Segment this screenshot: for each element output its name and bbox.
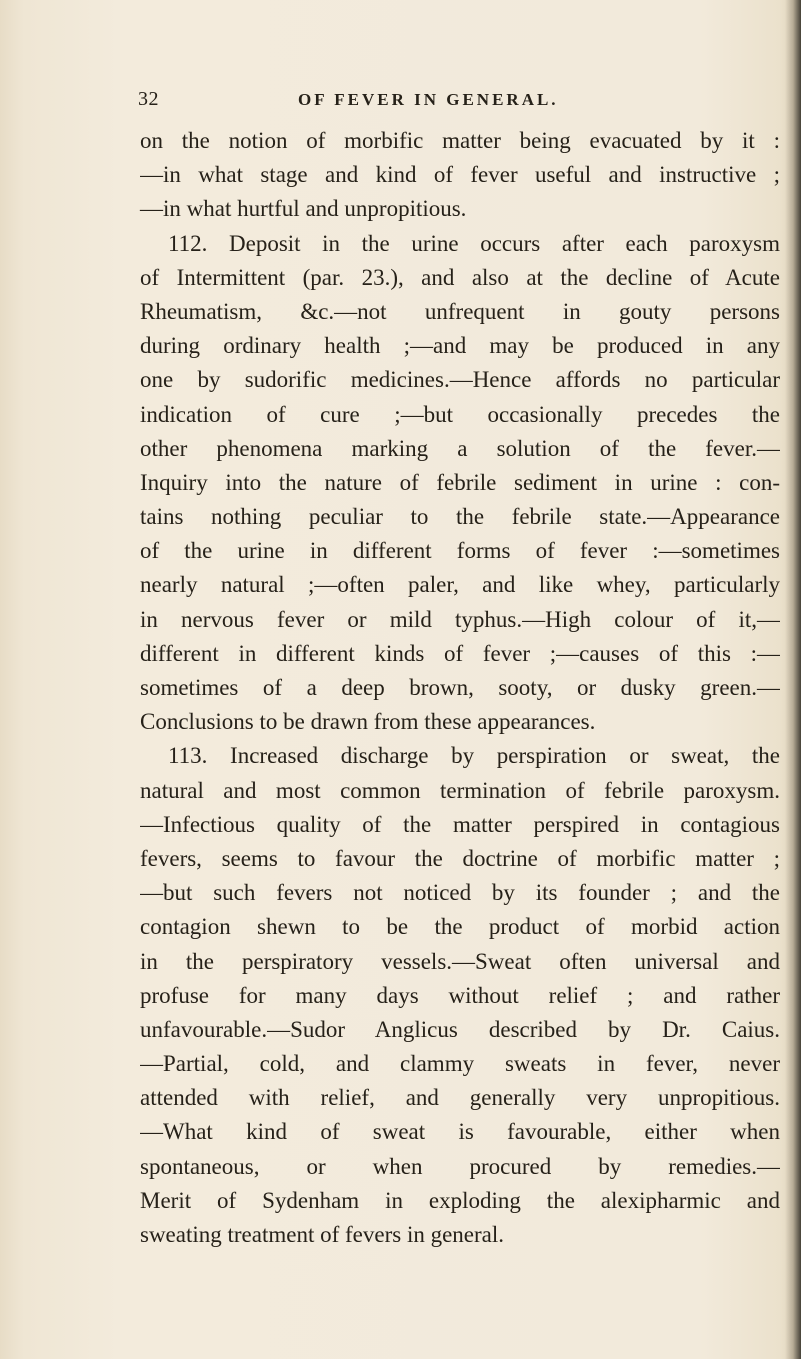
text-line: of the urine in different forms of fever :—sometimes — [140, 538, 780, 564]
text-line: —in what stage and kind of fever useful and instructive ; — [140, 162, 780, 188]
text-line: in the perspiratory vessels.—Sweat often universal and — [140, 948, 780, 974]
body-text — [140, 124, 780, 1252]
text-line: during ordinary health ;—and may be produced in any — [140, 333, 780, 359]
text-line: —Infectious quality of the matter perspired in contagious — [140, 811, 780, 837]
text-line: Rheumatism, &c.—not unfrequent in gouty persons — [140, 298, 780, 324]
text-line: indication of cure ;—but occasionally precedes the — [140, 401, 780, 427]
text-line: —What kind of sweat is favourable, either when — [140, 1119, 780, 1145]
text-line: Conclusions to be drawn from these appearances. — [140, 709, 596, 735]
text-line: on the notion of morbific matter being evacuated by it : — [140, 128, 780, 153]
text-line: Inquiry into the nature of febrile sediment in urine : con- — [140, 469, 780, 495]
text-line: nearly natural ;—often paler, and like whey, particularly — [140, 572, 780, 598]
paragraph-112-start: 112. Deposit in the urine occurs after each paroxysm — [168, 230, 780, 256]
text-line: sweating treatment of fevers in general. — [140, 1222, 505, 1247]
text-line: profuse for many days without relief ; and rather — [140, 982, 780, 1008]
page-edge-shadow — [785, 0, 801, 1359]
text-line: natural and most common termination of febrile paroxysm. — [140, 777, 780, 803]
text-line: —but such fevers not noticed by its founder ; and the — [140, 880, 780, 906]
text-line: attended with relief, and generally very unpropitious. — [140, 1085, 780, 1111]
text-line: spontaneous, or when procured by remedies.— — [140, 1153, 780, 1179]
running-head: OF FEVER IN GENERAL. — [298, 90, 559, 109]
text-line: different in different kinds of fever ;—causes of this :— — [140, 640, 780, 666]
text-line: —in what hurtful and unpropitious. — [140, 196, 467, 222]
text-line: of Intermittent (par. 23.), and also at the decline of Acute — [140, 264, 780, 290]
text-line: unfavourable.—Sudor Anglicus described by Dr. Caius. — [140, 1016, 780, 1042]
text-line: fevers, seems to favour the doctrine of morbific matter ; — [140, 845, 780, 871]
page-header — [138, 88, 778, 116]
paragraph-113-start: 113. Increased discharge by perspiration or sweat, the — [168, 743, 780, 769]
text-line: tains nothing peculiar to the febrile state.—Appearance — [140, 504, 780, 530]
text-line: one by sudorific medicines.—Hence affords no particular — [140, 367, 780, 393]
text-line: sometimes of a deep brown, sooty, or dusky green.— — [140, 675, 780, 700]
page-number: 32 — [138, 88, 159, 110]
text-line: —Partial, cold, and clammy sweats in fever, never — [140, 1051, 780, 1077]
text-line: in nervous fever or mild typhus.—High colour of it,— — [140, 606, 780, 632]
text-line: contagion shewn to be the product of morbid action — [140, 914, 780, 940]
text-line: other phenomena marking a solution of the fever.— — [140, 435, 780, 461]
text-line: Merit of Sydenham in exploding the alexipharmic and — [140, 1187, 780, 1213]
